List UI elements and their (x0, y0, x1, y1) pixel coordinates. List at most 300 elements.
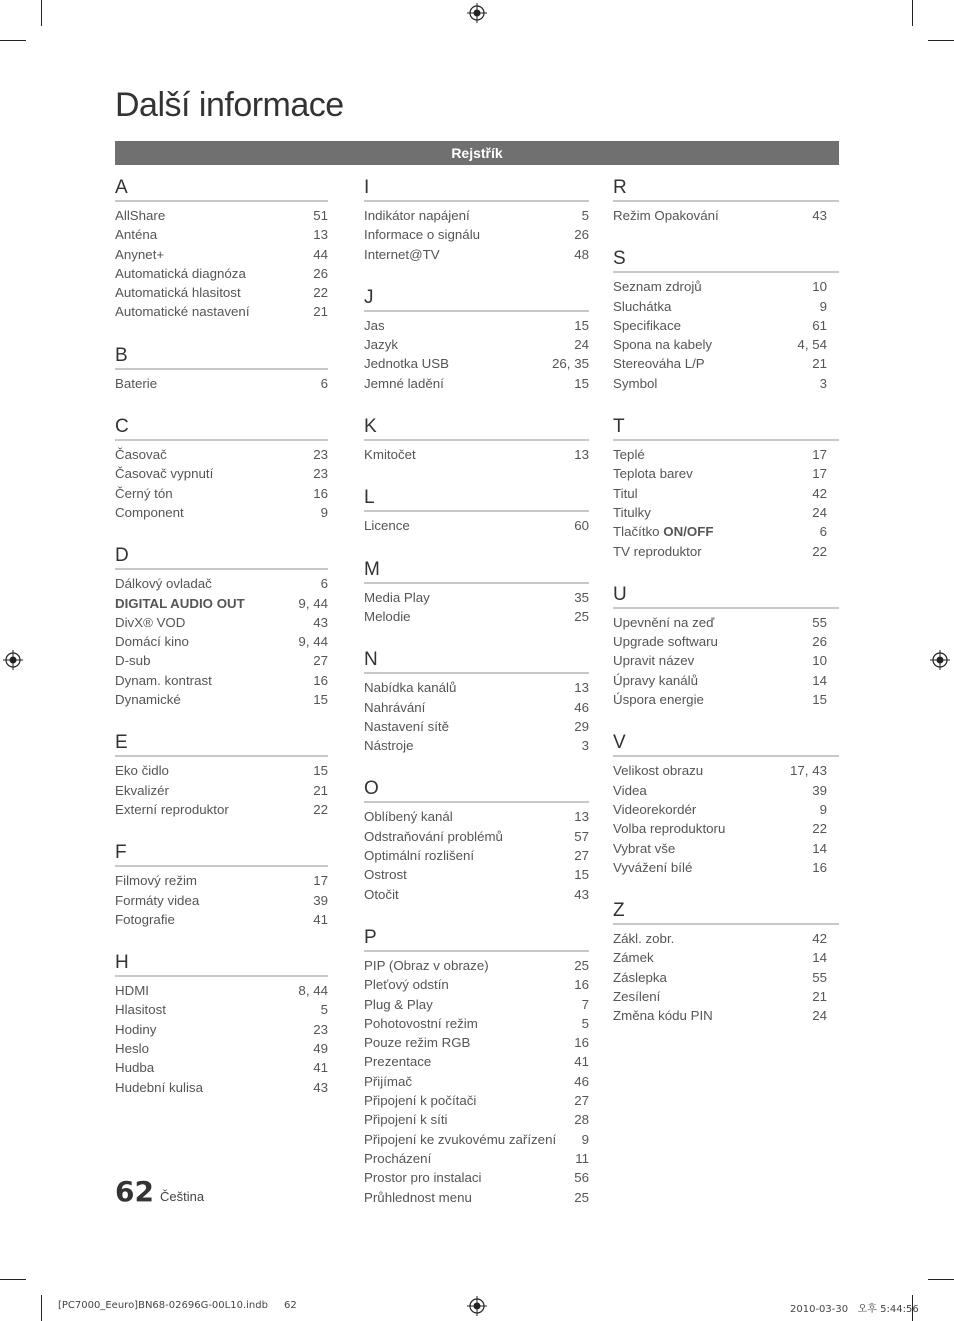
index-term (364, 885, 399, 904)
index-letter-heading: I (364, 176, 589, 202)
index-entry (613, 761, 839, 780)
index-term-text: Dálkový ovladač (115, 576, 212, 592)
index-term (364, 975, 449, 994)
index-term-text: Jemné ladění (364, 375, 444, 391)
index-pages: 25 (574, 608, 589, 624)
index-term (613, 761, 703, 780)
index-letter-heading: T (613, 415, 839, 441)
index-pages: 17 (812, 447, 827, 463)
index-entry (115, 690, 328, 709)
index-pages: 13 (313, 227, 328, 243)
index-entry (364, 865, 589, 884)
index-term (115, 464, 213, 483)
index-term (613, 1006, 713, 1025)
index-entry (115, 484, 328, 503)
index-pages: 46 (574, 699, 589, 715)
index-letter-heading: S (613, 247, 839, 273)
index-term-text: Hodiny (115, 1021, 157, 1037)
index-pages: 11 (575, 1150, 589, 1166)
index-term-text: Oblíbený kanál (364, 809, 453, 825)
index-term (115, 503, 184, 522)
index-pages: 27 (574, 1093, 589, 1109)
index-term (115, 283, 241, 302)
index-term-text: Ekvalizér (115, 782, 169, 798)
index-section-z (613, 899, 839, 1025)
index-pages: 6 (320, 375, 328, 391)
index-section-m (364, 558, 589, 627)
index-entry (364, 846, 589, 865)
index-entry (115, 225, 328, 244)
index-entry (613, 464, 839, 483)
index-entry (115, 1058, 328, 1077)
index-pages: 17 (313, 873, 328, 889)
index-entry (364, 995, 589, 1014)
index-entry (115, 1039, 328, 1058)
index-term-text: Domácí kino (115, 634, 189, 650)
index-term-text: Hlasitost (115, 1002, 166, 1018)
index-term-text: Videorekordér (613, 801, 697, 817)
index-entry (364, 1033, 589, 1052)
index-pages: 6 (320, 576, 328, 592)
index-section-l (364, 486, 589, 535)
index-entry (613, 297, 839, 316)
index-term-text: DivX® VOD (115, 614, 186, 630)
index-pages: 26, 35 (552, 356, 589, 372)
page-number: 62 (115, 1175, 154, 1208)
index-term (364, 206, 470, 225)
index-term (613, 839, 675, 858)
index-term (364, 1014, 478, 1033)
index-term-text: Záslepka (613, 969, 667, 985)
index-letter-heading: K (364, 415, 589, 441)
index-section-r (613, 176, 839, 225)
index-term (115, 225, 157, 244)
index-term-text: Nahrávání (364, 699, 426, 715)
index-pages: 4, 54 (797, 337, 827, 353)
index-pages: 16 (574, 977, 589, 993)
index-pages: 41 (313, 911, 328, 927)
index-pages: 24 (574, 337, 589, 353)
index-entry (613, 542, 839, 561)
registration-crosshair-icon (3, 650, 23, 670)
index-entry (115, 651, 328, 670)
index-entry (613, 445, 839, 464)
index-term-text: Režim Opakování (613, 208, 719, 223)
index-pages: 42 (812, 931, 827, 947)
index-term-text: Procházení (364, 1150, 432, 1166)
index-entry (364, 1014, 589, 1033)
index-entry (613, 948, 839, 967)
index-section-v (613, 731, 839, 877)
index-entry (115, 503, 328, 522)
index-entry (613, 929, 839, 948)
index-entry (364, 885, 589, 904)
index-term-text: Nástroje (364, 738, 414, 754)
index-term (613, 948, 654, 967)
index-entry (613, 690, 839, 709)
index-pages: 13 (574, 447, 589, 463)
index-pages: 44 (313, 246, 328, 262)
print-file-page: 62 (284, 1300, 297, 1311)
index-pages: 48 (574, 246, 589, 262)
page-language: Čeština (160, 1189, 205, 1204)
index-column-1 (115, 176, 328, 1119)
index-term-text: Teplota barev (613, 466, 693, 482)
index-pages: 22 (812, 543, 827, 559)
index-term-text: Symbol (613, 375, 658, 391)
index-term (115, 445, 167, 464)
index-term (115, 374, 157, 393)
index-pages: 9, 44 (298, 634, 328, 650)
index-term (364, 865, 407, 884)
index-term-text: Přijímač (364, 1073, 413, 1089)
index-term-text: Titul (613, 485, 638, 501)
index-term-text: Časovač (115, 447, 167, 463)
index-term-text: Zámek (613, 950, 654, 966)
index-pages: 22 (313, 285, 328, 301)
index-term (115, 651, 150, 670)
index-term (115, 871, 197, 890)
index-term-text: Připojení k síti (364, 1112, 448, 1128)
index-entry (613, 354, 839, 373)
index-pages: 39 (313, 892, 328, 908)
index-term-text: Informace o signálu (364, 227, 481, 243)
index-term (613, 503, 651, 522)
index-term-text: Vybrat vše (613, 840, 676, 856)
index-pages: 3 (581, 738, 589, 754)
index-term (364, 1188, 472, 1207)
index-entry (364, 956, 589, 975)
index-term (613, 929, 674, 948)
index-pages: 22 (812, 821, 827, 837)
index-entry (613, 484, 839, 503)
index-section-a (115, 176, 328, 322)
index-section-s (613, 247, 839, 393)
index-entry (115, 781, 328, 800)
index-term (613, 335, 712, 354)
index-term-text: Titulky (613, 504, 651, 520)
index-term-text: Teplé (613, 447, 645, 463)
index-entry (115, 613, 328, 632)
index-term (364, 956, 489, 975)
index-letter-heading: D (115, 544, 328, 570)
index-pages: 41 (574, 1054, 589, 1070)
index-pages: 15 (574, 375, 589, 391)
index-term (364, 225, 480, 244)
index-entry (364, 827, 589, 846)
index-pages: 13 (574, 809, 589, 825)
index-pages: 15 (313, 692, 328, 708)
index-entry (364, 374, 589, 393)
index-term (613, 484, 638, 503)
index-term (364, 1149, 431, 1168)
index-pages: 14 (812, 672, 827, 688)
index-term (364, 516, 410, 535)
index-letter-heading: Z (613, 899, 839, 925)
index-entry (364, 1110, 589, 1129)
index-term-text: Úpravy kanálů (613, 672, 698, 688)
index-entry (115, 1078, 328, 1097)
index-pages: 26 (574, 227, 589, 243)
index-pages: 24 (812, 1008, 827, 1024)
index-pages: 61 (812, 317, 827, 333)
index-term (613, 277, 702, 296)
index-term-text: Upgrade softwaru (613, 634, 718, 650)
index-term-text: Jazyk (364, 337, 398, 353)
index-term-text: Upravit název (613, 653, 695, 669)
index-term (115, 910, 175, 929)
index-term (115, 671, 212, 690)
index-pages: 27 (313, 653, 328, 669)
index-term (115, 594, 245, 613)
index-term-text: Baterie (115, 375, 158, 391)
index-term-text: Anynet+ (115, 246, 165, 262)
index-pages: 5 (581, 208, 589, 223)
index-term-text: Připojení k počítači (364, 1093, 477, 1109)
index-entry (115, 871, 328, 890)
index-term-text: Videa (613, 782, 647, 798)
index-pages: 16 (313, 672, 328, 688)
index-entry (613, 316, 839, 335)
index-term (364, 1091, 476, 1110)
index-pages: 6 (819, 524, 827, 540)
index-section-o (364, 777, 589, 903)
index-term (115, 1039, 149, 1058)
index-pages: 21 (812, 989, 827, 1005)
index-term-text: Formáty videa (115, 892, 200, 908)
index-pages: 16 (313, 485, 328, 501)
index-term (364, 374, 444, 393)
index-term (364, 1072, 412, 1091)
index-pages: 43 (313, 614, 328, 630)
index-term (364, 445, 416, 464)
index-pages: 22 (313, 801, 328, 817)
index-term-text: Upevnění na zeď (613, 614, 715, 630)
index-term-text: Zesílení (613, 989, 661, 1005)
registration-crosshair-icon (467, 1296, 487, 1316)
index-entry (115, 1020, 328, 1039)
index-term-text: Vyvážení bílé (613, 859, 693, 875)
index-pages: 9 (581, 1131, 589, 1147)
index-term (613, 354, 705, 373)
index-term (613, 968, 667, 987)
index-term (115, 206, 165, 225)
index-term (364, 1052, 431, 1071)
registration-crosshair-icon (467, 3, 487, 23)
index-pages: 43 (313, 1079, 328, 1095)
index-term-text: Průhlednost menu (364, 1189, 472, 1205)
index-pages: 24 (812, 504, 827, 520)
index-term-text: Volba reproduktoru (613, 821, 726, 837)
index-term-text: Fotografie (115, 911, 175, 927)
index-term (115, 761, 169, 780)
index-entry (613, 800, 839, 819)
index-pages: 9 (320, 504, 328, 520)
index-letter-heading: H (115, 951, 328, 977)
index-term-text: Hudební kulisa (115, 1079, 203, 1095)
index-entry (613, 503, 839, 522)
index-pages: 41 (313, 1060, 328, 1076)
index-letter-heading: C (115, 415, 328, 441)
index-entry (364, 1188, 589, 1207)
index-term (115, 302, 250, 321)
index-banner: Rejstřík (115, 141, 839, 165)
index-entry (364, 354, 589, 373)
index-term-text: Pohotovostní režim (364, 1015, 478, 1031)
crop-mark-top-left-h (0, 40, 26, 41)
index-entry (115, 374, 328, 393)
index-entry (613, 839, 839, 858)
index-entry (613, 613, 839, 632)
index-entry (115, 891, 328, 910)
index-term (364, 698, 425, 717)
index-term (115, 264, 246, 283)
crop-mark-bottom-left-h (0, 1279, 26, 1280)
index-term (613, 374, 657, 393)
index-term-text: Jas (364, 317, 385, 333)
index-term-text: Melodie (364, 608, 411, 624)
index-pages: 14 (812, 840, 827, 856)
print-file-info: [PC7000_Eeuro]BN68-02696G-00L10.indb (58, 1300, 268, 1311)
index-pages: 15 (574, 317, 589, 333)
index-term-text: Component (115, 504, 184, 520)
index-term (364, 1110, 448, 1129)
index-pages: 49 (313, 1041, 328, 1057)
index-term-text: Plug & Play (364, 996, 433, 1012)
index-term (364, 607, 411, 626)
index-term-text: Odstraňování problémů (364, 828, 503, 844)
index-entry (115, 445, 328, 464)
crop-mark-bottom-right-h (928, 1279, 954, 1280)
index-term (115, 891, 199, 910)
index-term-text: Automatické nastavení (115, 304, 250, 320)
index-term-text: Prezentace (364, 1054, 432, 1070)
index-term-text: Pleťový odstín (364, 977, 449, 993)
index-term-text: Připojení ke zvukovému zařízení (364, 1131, 557, 1147)
index-pages: 5 (581, 1015, 589, 1031)
index-term (115, 981, 149, 1000)
index-section-k (364, 415, 589, 464)
index-pages: 13 (574, 680, 589, 696)
index-term-text: Časovač vypnutí (115, 466, 214, 482)
index-entry (364, 736, 589, 755)
index-term (364, 335, 398, 354)
index-term (613, 297, 671, 316)
index-entry (364, 1091, 589, 1110)
index-pages: 15 (574, 867, 589, 883)
index-term-text: Hudba (115, 1060, 155, 1076)
index-term (613, 987, 660, 1006)
index-entry (115, 574, 328, 593)
index-term (115, 1058, 154, 1077)
index-pages: 3 (819, 375, 827, 391)
index-entry (613, 206, 839, 225)
index-pages: 43 (812, 208, 827, 223)
index-section-d (115, 544, 328, 709)
index-entry (364, 1072, 589, 1091)
index-entry (613, 987, 839, 1006)
index-pages: 23 (313, 466, 328, 482)
index-term (364, 827, 503, 846)
index-entry (613, 819, 839, 838)
index-entry (613, 522, 839, 541)
index-term (364, 354, 449, 373)
index-term-text: Automatická diagnóza (115, 265, 246, 281)
index-term (115, 800, 229, 819)
index-entry (613, 968, 839, 987)
index-pages: 56 (574, 1170, 589, 1186)
index-term-text: Eko čidlo (115, 763, 169, 779)
index-term-text: Media Play (364, 589, 430, 605)
index-section-i (364, 176, 589, 264)
index-entry (115, 910, 328, 929)
index-term-text: Specifikace (613, 317, 681, 333)
index-term-text: Velikost obrazu (613, 763, 704, 779)
index-term (613, 690, 704, 709)
crop-mark-top-right-h (928, 40, 954, 41)
index-term (613, 445, 645, 464)
index-term (613, 464, 693, 483)
index-letter-heading: A (115, 176, 328, 202)
index-term-text: Seznam zdrojů (613, 279, 702, 295)
index-column-3 (613, 176, 839, 1048)
index-term (613, 206, 719, 225)
index-entry (115, 464, 328, 483)
index-term (115, 1020, 156, 1039)
index-term (115, 245, 164, 264)
index-entry (115, 302, 328, 321)
index-pages: 21 (313, 782, 328, 798)
index-term-text: Úspora energie (613, 692, 704, 708)
index-pages: 23 (313, 1021, 328, 1037)
index-term-text: Internet@TV (364, 246, 440, 262)
index-pages: 10 (812, 653, 827, 669)
index-entry (613, 632, 839, 651)
index-letter-heading: L (364, 486, 589, 512)
index-letter-heading: J (364, 286, 589, 312)
index-pages: 21 (313, 304, 328, 320)
index-pages: 43 (574, 886, 589, 902)
index-pages: 28 (574, 1112, 589, 1128)
index-term (115, 632, 189, 651)
index-term-text: Ostrost (364, 867, 407, 883)
index-entry (364, 316, 589, 335)
index-term-text: Nabídka kanálů (364, 680, 457, 696)
index-entry (364, 975, 589, 994)
index-letter-heading: O (364, 777, 589, 803)
index-entry (364, 225, 589, 244)
index-pages: 10 (812, 279, 827, 295)
index-entry (115, 632, 328, 651)
index-letter-heading: E (115, 731, 328, 757)
index-pages: 5 (320, 1002, 328, 1018)
index-entry (115, 761, 328, 780)
index-entry (364, 516, 589, 535)
index-entry (364, 807, 589, 826)
index-letter-heading: P (364, 926, 589, 952)
index-pages: 9 (819, 801, 827, 817)
index-entry (364, 588, 589, 607)
index-section-u (613, 583, 839, 709)
index-section-c (115, 415, 328, 522)
index-pages: 57 (574, 828, 589, 844)
index-letter-heading: U (613, 583, 839, 609)
index-entry (364, 1052, 589, 1071)
index-entry (364, 717, 589, 736)
print-timestamp: 2010-03-30 오후 5:44:56 (790, 1304, 919, 1315)
index-entry (115, 594, 328, 613)
index-entry (613, 1006, 839, 1025)
